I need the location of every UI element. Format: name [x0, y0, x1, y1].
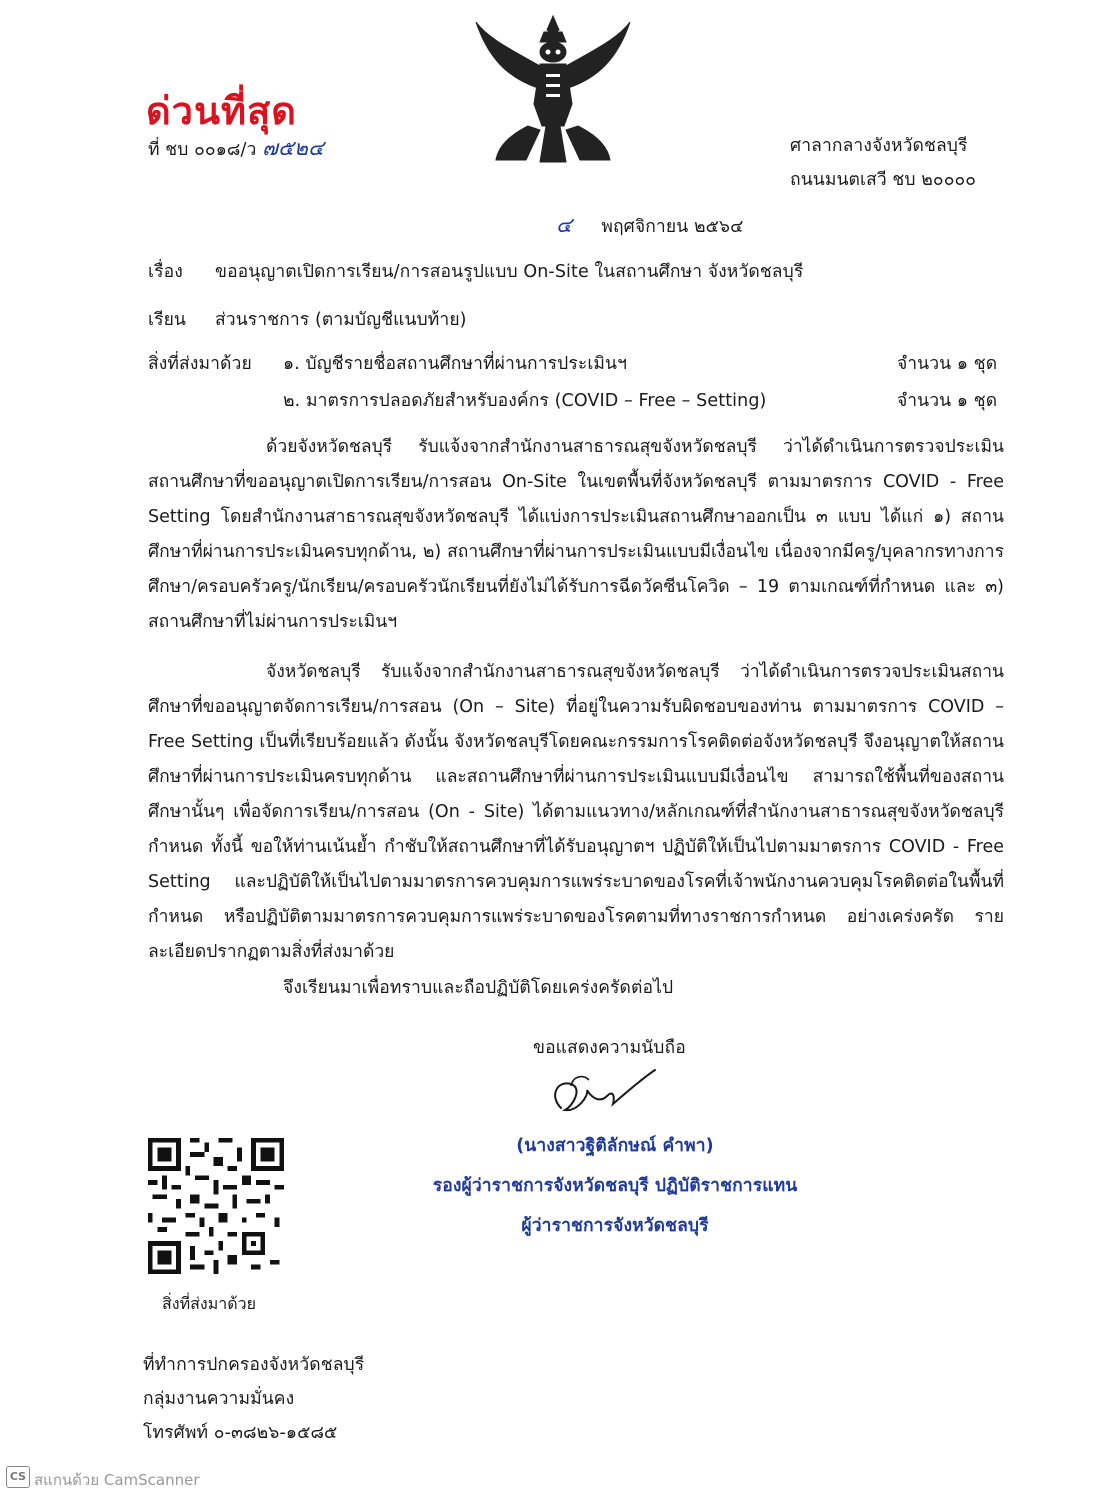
document-date: [556, 215, 743, 237]
recipient-text: ส่วนราชการ (ตามบัญชีแนบท้าย): [215, 310, 467, 330]
camscanner-watermark: สแกนด้วย CamScanner: [34, 1471, 200, 1489]
recipient-label: เรียน: [148, 310, 186, 330]
document-number-handwritten: ๗๕๒๔: [262, 136, 324, 160]
address-line-2: ถนนมนตเสวี ชบ ๒๐๐๐๐: [790, 170, 977, 190]
garuda-emblem-icon: [468, 8, 638, 168]
signer-name: (นางสาวฐิติลักษณ์ คำพา): [516, 1136, 714, 1156]
body-paragraph-2: จังหวัดชลบุรี รับแจ้งจากสำนักงานสาธารณสุขจังหวัดชลบุรี ว่าได้ดำเนินการตรวจประเมินสถานศึกษาที่ขออนุญาตจัดการเรียน/การสอน (On – Site) ที่อยู่ในความรับผิดชอบของท่าน ตามมาตรการ COVID – Free Setting เป็นที่เรียบร้อยแล้ว ดังนั้น จังหวัดชลบุรีโดยคณะกรรมการโรคติดต่อจังหวัดชลบุรี จึงอนุญาตให้สถานศึกษาที่ผ่านการประเมินครบทุกด้าน และสถานศึกษาที่ผ่านการประเมินแบบมีเงื่อนไข สามารถใช้พื้นที่ของสถานศึกษานั้นๆ เพื่อจัดการเรียน/การสอน (On - Site) ได้ตามแนวทาง/หลักเกณฑ์ที่สำนักงานสาธารณสุขจังหวัดชลบุรีกำหนด ทั้งนี้ ขอให้ท่านเน้นย้ำ กำชับให้สถานศึกษาที่ได้รับอนุญาตฯ ปฏิบัติให้เป็นไปตามมาตรการ COVID - Free Setting และปฏิบัติให้เป็นไปตามมาตรการควบคุมการแพร่ระบาดของโรคที่เจ้าพนักงานควบคุมโรคติดต่อในพื้นที่กำหนด หรือปฏิบัติตามมาตรการควบคุมการแพร่ระบาดของโรคตามที่ทางราชการกำหนด อย่างเคร่งครัด รายละเอียดปรากฏตามสิ่งที่ส่งมาด้วย: [148, 662, 1004, 962]
signer-title-secondary: ผู้ว่าราชการจังหวัดชลบุรี: [521, 1216, 709, 1236]
qr-caption: สิ่งที่ส่งมาด้วย: [162, 1294, 256, 1313]
regards-line: ขอแสดงความนับถือ: [533, 1038, 686, 1058]
subject-text: ขออนุญาตเปิดการเรียน/การสอนรูปแบบ On-Site ในสถานศึกษา จังหวัดชลบุรี: [215, 262, 804, 282]
footer-office: ที่ทำการปกครองจังหวัดชลบุรี: [143, 1355, 365, 1375]
subject-label: เรื่อง: [148, 262, 183, 282]
document-number-prefix: ที่ ชบ ๐๐๑๘/ว: [148, 140, 257, 160]
handwritten-signature: [543, 1066, 663, 1124]
enclosure-item: ๒. มาตรการปลอดภัยสำหรับองค์กร (COVID – Free – Setting): [283, 391, 767, 411]
enclosure-quantity: จำนวน ๑ ชุด: [897, 391, 998, 411]
footer-phone: โทรศัพท์ ๐-๓๘๒๖-๑๕๘๕: [143, 1423, 338, 1443]
urgency-stamp: ด่วนที่สุด: [146, 89, 297, 133]
enclosure-quantity: จำนวน ๑ ชุด: [897, 354, 998, 374]
enclosure-item: ๑. บัญชีรายชื่อสถานศึกษาที่ผ่านการประเมินฯ: [283, 354, 628, 374]
qr-code-icon[interactable]: [146, 1138, 286, 1274]
camscanner-logo-icon: CS: [6, 1466, 30, 1488]
body-paragraph-1: ด้วยจังหวัดชลบุรี รับแจ้งจากสำนักงานสาธารณสุขจังหวัดชลบุรี ว่าได้ดำเนินการตรวจประเมินสถานศึกษาที่ขออนุญาตเปิดการเรียน/การสอน On-Site ในเขตพื้นที่จังหวัดชลบุรี ตามมาตรการ COVID - Free Setting โดยสำนักงานสาธารณสุขจังหวัดชลบุรี ได้แบ่งการประเมินสถานศึกษาออกเป็น ๓ แบบ ได้แก่ ๑) สถานศึกษาที่ผ่านการประเมินครบทุกด้าน, ๒) สถานศึกษาที่ผ่านการประเมินแบบมีเงื่อนไข เนื่องจากมีครู/บุคลากรทางการศึกษา/ครอบครัวครู/นักเรียน/ครอบครัวนักเรียนที่ยังไม่ได้รับการฉีดวัคซีนโควิด – 19 ตามเกณฑ์ที่กำหนด และ ๓) สถานศึกษาที่ไม่ผ่านการประเมินฯ: [148, 437, 1004, 632]
closing-sentence: จึงเรียนมาเพื่อทราบและถือปฏิบัติโดยเคร่งครัดต่อไป: [283, 978, 674, 998]
footer-division: กลุ่มงานความมั่นคง: [143, 1389, 295, 1409]
date-month-year: พฤศจิกายน ๒๕๖๔: [601, 217, 744, 237]
document-number: [148, 138, 324, 160]
date-day-handwritten: ๔: [556, 213, 572, 237]
enclosures-label: สิ่งที่ส่งมาด้วย: [148, 354, 252, 374]
address-line-1: ศาลากลางจังหวัดชลบุรี: [790, 136, 968, 156]
signer-title: รองผู้ว่าราชการจังหวัดชลบุรี ปฏิบัติราชการแทน: [432, 1176, 798, 1196]
